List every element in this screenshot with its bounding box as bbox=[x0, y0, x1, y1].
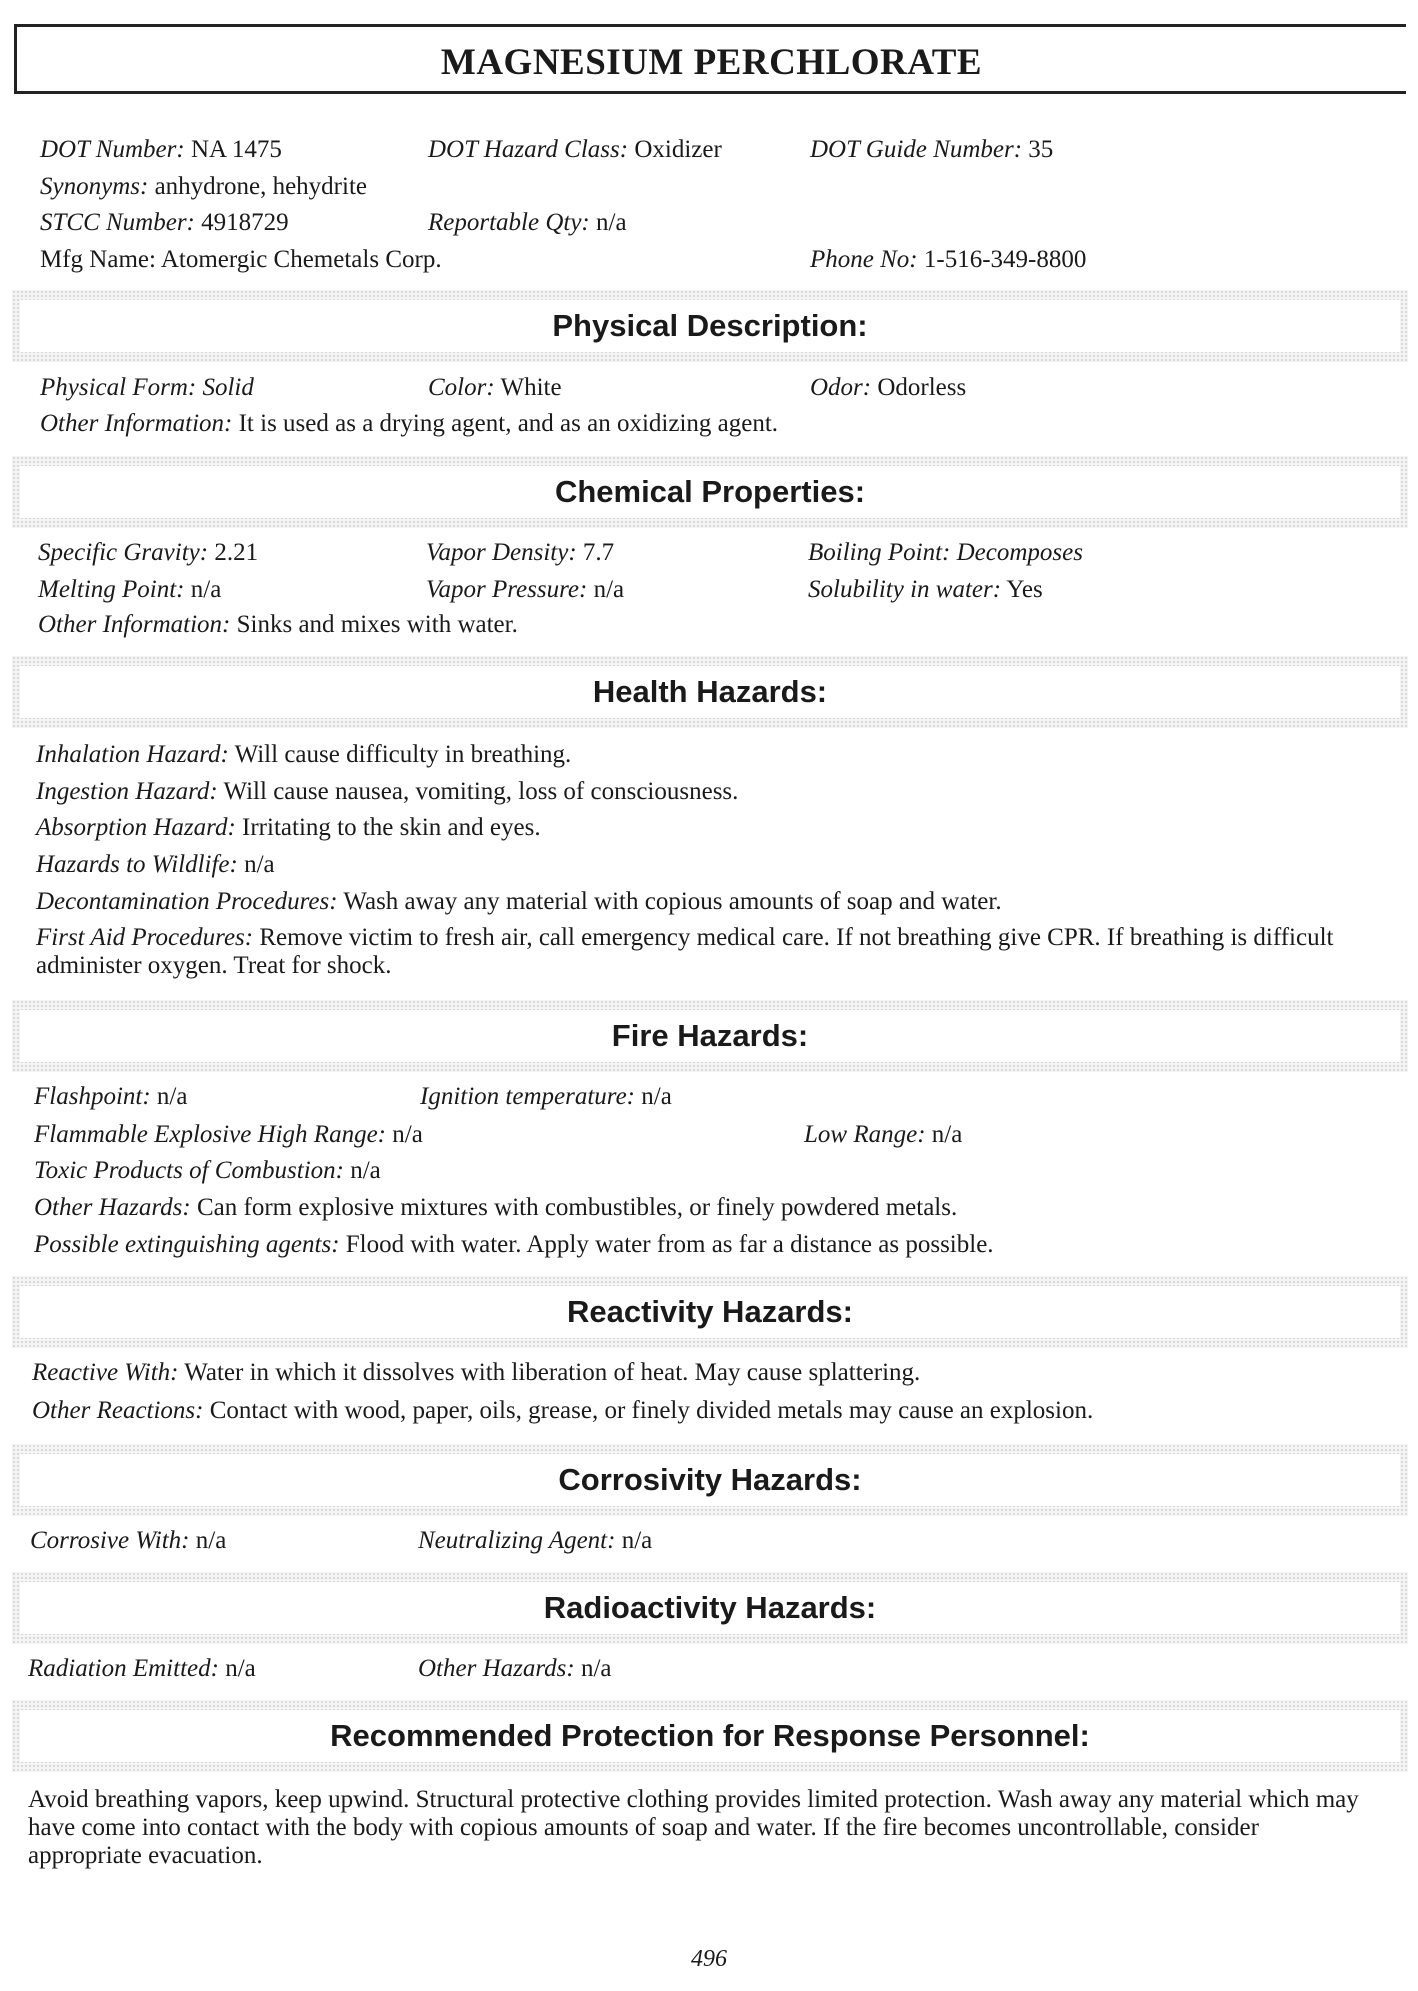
section-band-chemical-properties bbox=[12, 456, 1408, 528]
field-label: DOT Hazard Class: bbox=[428, 136, 629, 163]
section-heading: Fire Hazards: bbox=[611, 1018, 809, 1053]
specific-gravity-field bbox=[38, 538, 258, 568]
corrosive-with-field bbox=[30, 1526, 226, 1556]
boiling-point-field bbox=[808, 538, 1083, 568]
field-label: Other Information: bbox=[40, 410, 233, 437]
section-heading: Recommended Protection for Response Personnel: bbox=[330, 1718, 1090, 1753]
mfg-name-field bbox=[40, 245, 442, 275]
odor-field bbox=[810, 373, 966, 403]
field-label: Vapor Density: bbox=[426, 539, 577, 566]
field-label: Vapor Pressure: bbox=[426, 576, 588, 603]
other-reactions-field bbox=[32, 1396, 1093, 1426]
field-label: First Aid Procedures: bbox=[36, 924, 254, 951]
ignition-temperature-field bbox=[420, 1082, 672, 1112]
section-heading: Reactivity Hazards: bbox=[566, 1294, 853, 1329]
field-value: n/a bbox=[156, 1083, 188, 1110]
field-label: Radiation Emitted: bbox=[28, 1655, 219, 1682]
field-label: Corrosive With: bbox=[30, 1527, 190, 1554]
vapor-pressure-field bbox=[426, 575, 624, 605]
field-label: Ingestion Hazard: bbox=[36, 778, 218, 805]
section-band-recommended-protection bbox=[12, 1700, 1408, 1772]
field-label: Color: bbox=[428, 374, 495, 401]
section-band-corrosivity-hazards bbox=[12, 1444, 1408, 1516]
field-value: Odorless bbox=[877, 374, 967, 401]
field-label: Reportable Qty: bbox=[428, 209, 590, 236]
field-value: White bbox=[500, 374, 562, 401]
field-value: n/a bbox=[244, 851, 275, 878]
document-title: MAGNESIUM PERCHLORATE bbox=[440, 42, 983, 83]
field-label: Neutralizing Agent: bbox=[418, 1527, 616, 1554]
melting-point-field bbox=[38, 575, 221, 605]
field-value: 7.7 bbox=[582, 539, 615, 566]
field-value: n/a bbox=[596, 209, 627, 236]
field-value: n/a bbox=[350, 1157, 381, 1184]
field-label: Possible extinguishing agents: bbox=[34, 1231, 340, 1258]
field-label: Decontamination Procedures: bbox=[36, 888, 338, 915]
field-label: Hazards to Wildlife: bbox=[36, 851, 238, 878]
field-label: Inhalation Hazard: bbox=[36, 741, 229, 768]
solubility-field bbox=[808, 575, 1043, 605]
field-label: Flammable Explosive High Range: bbox=[34, 1121, 386, 1148]
section-heading: Chemical Properties: bbox=[554, 474, 866, 509]
field-value: n/a bbox=[621, 1527, 653, 1554]
field-label: Low Range: bbox=[804, 1121, 926, 1148]
flashpoint-field bbox=[34, 1082, 187, 1112]
title-box bbox=[14, 24, 1406, 94]
field-label: Flashpoint: bbox=[34, 1083, 151, 1110]
field-label: Other Hazards: bbox=[34, 1194, 191, 1221]
field-value: Water in which it dissolves with liberation of heat. May cause splattering. bbox=[184, 1359, 921, 1386]
field-value: Will cause difficulty in breathing. bbox=[234, 741, 572, 768]
reactive-with-field bbox=[32, 1358, 920, 1388]
field-value: Will cause nausea, vomiting, loss of consciousness. bbox=[223, 778, 739, 805]
field-label: Synonyms: bbox=[40, 173, 149, 200]
field-value: n/a bbox=[931, 1121, 963, 1148]
field-label: Solubility in water: bbox=[808, 576, 1002, 603]
neutralizing-agent-field bbox=[418, 1526, 652, 1556]
field-value: 1-516-349-8800 bbox=[923, 246, 1087, 273]
decontamination-field bbox=[36, 887, 1002, 917]
field-value: n/a bbox=[392, 1121, 423, 1148]
extinguishing-agents-field bbox=[34, 1230, 994, 1260]
field-value: NA 1475 bbox=[190, 136, 282, 163]
radio-other-hazards-field bbox=[418, 1654, 612, 1684]
field-value: Atomergic Chemetals Corp. bbox=[160, 246, 442, 273]
field-label: Physical Form: Solid bbox=[40, 374, 254, 401]
chemical-other-information bbox=[38, 610, 518, 640]
field-label: Odor: bbox=[810, 374, 872, 401]
field-value: n/a bbox=[641, 1083, 672, 1110]
field-label: DOT Number: bbox=[40, 136, 185, 163]
section-heading: Corrosivity Hazards: bbox=[558, 1462, 862, 1497]
color-field bbox=[428, 373, 562, 403]
field-value: Oxidizer bbox=[634, 136, 722, 163]
field-label: Other Information: bbox=[38, 611, 231, 638]
physical-form-field bbox=[40, 373, 254, 403]
inhalation-hazard-field bbox=[36, 740, 571, 770]
field-value: Remove victim to fresh air, call emergency medical care. If not breathing give CPR. If breathing is difficult administer oxygen. Treat for shock. bbox=[36, 924, 1334, 979]
field-label: Other Hazards: bbox=[418, 1655, 575, 1682]
radiation-emitted-field bbox=[28, 1654, 256, 1684]
field-value: n/a bbox=[195, 1527, 227, 1554]
field-value: 35 bbox=[1028, 136, 1054, 163]
field-label: Boiling Point: Decomposes bbox=[808, 539, 1083, 566]
field-label: Toxic Products of Combustion: bbox=[34, 1157, 344, 1184]
field-label: Mfg Name: bbox=[40, 246, 156, 273]
field-value: 4918729 bbox=[201, 209, 289, 236]
section-band-health-hazards bbox=[12, 656, 1408, 728]
protection-text: Avoid breathing vapors, keep upwind. Structural protective clothing provides limited protection. Wash away any material which may have come into contact with the body with copious amounts of soap and water. If the fire becomes uncontrollable, consider appropriate evacuation. bbox=[28, 1786, 1359, 1869]
dot-number-field bbox=[40, 135, 282, 165]
first-aid-field bbox=[36, 924, 1392, 980]
field-label: Phone No: bbox=[810, 246, 918, 273]
field-value: Can form explosive mixtures with combustibles, or finely powdered metals. bbox=[196, 1194, 958, 1221]
section-band-physical-description bbox=[12, 290, 1408, 362]
field-label: Other Reactions: bbox=[32, 1397, 204, 1424]
section-band-radioactivity-hazards bbox=[12, 1572, 1408, 1644]
page-number: 496 bbox=[691, 1946, 727, 1972]
field-label: Ignition temperature: bbox=[420, 1083, 636, 1110]
field-value: n/a bbox=[225, 1655, 256, 1682]
field-value: n/a bbox=[593, 576, 625, 603]
field-label: Melting Point: bbox=[38, 576, 185, 603]
dot-guide-number-field bbox=[810, 135, 1053, 165]
field-label: Absorption Hazard: bbox=[36, 814, 236, 841]
field-label: DOT Guide Number: bbox=[810, 136, 1023, 163]
flammable-high-range-field bbox=[34, 1120, 423, 1150]
section-band-fire-hazards bbox=[12, 1000, 1408, 1072]
toxic-products-field bbox=[34, 1156, 381, 1186]
field-value: Sinks and mixes with water. bbox=[236, 611, 518, 638]
section-heading: Health Hazards: bbox=[592, 674, 828, 709]
section-band-reactivity-hazards bbox=[12, 1276, 1408, 1348]
reportable-qty-field bbox=[428, 208, 627, 238]
field-label: Specific Gravity: bbox=[38, 539, 209, 566]
absorption-hazard-field bbox=[36, 813, 541, 843]
synonyms-field bbox=[40, 172, 367, 202]
field-label: STCC Number: bbox=[40, 209, 195, 236]
field-label: Reactive With: bbox=[32, 1359, 179, 1386]
field-value: Yes bbox=[1006, 576, 1043, 603]
low-range-field bbox=[804, 1120, 962, 1150]
field-value: Wash away any material with copious amounts of soap and water. bbox=[343, 888, 1002, 915]
ingestion-hazard-field bbox=[36, 777, 738, 807]
field-value: n/a bbox=[580, 1655, 612, 1682]
section-heading: Physical Description: bbox=[552, 308, 868, 343]
field-value: anhydrone, hehydrite bbox=[154, 173, 367, 200]
field-value: Flood with water. Apply water from as far a distance as possible. bbox=[345, 1231, 994, 1258]
field-value: It is used as a drying agent, and as an oxidizing agent. bbox=[238, 410, 779, 437]
dot-hazard-class-field bbox=[428, 135, 722, 165]
vapor-density-field bbox=[426, 538, 614, 568]
physical-other-information bbox=[40, 409, 778, 439]
fire-other-hazards-field bbox=[34, 1193, 957, 1223]
field-value: n/a bbox=[190, 576, 222, 603]
wildlife-hazard-field bbox=[36, 850, 275, 880]
stcc-number-field bbox=[40, 208, 289, 238]
field-value: Irritating to the skin and eyes. bbox=[242, 814, 541, 841]
section-heading: Radioactivity Hazards: bbox=[543, 1590, 877, 1625]
field-value: Contact with wood, paper, oils, grease, or finely divided metals may cause an explosion. bbox=[209, 1397, 1094, 1424]
phone-number-field bbox=[810, 245, 1086, 275]
field-value: 2.21 bbox=[214, 539, 259, 566]
